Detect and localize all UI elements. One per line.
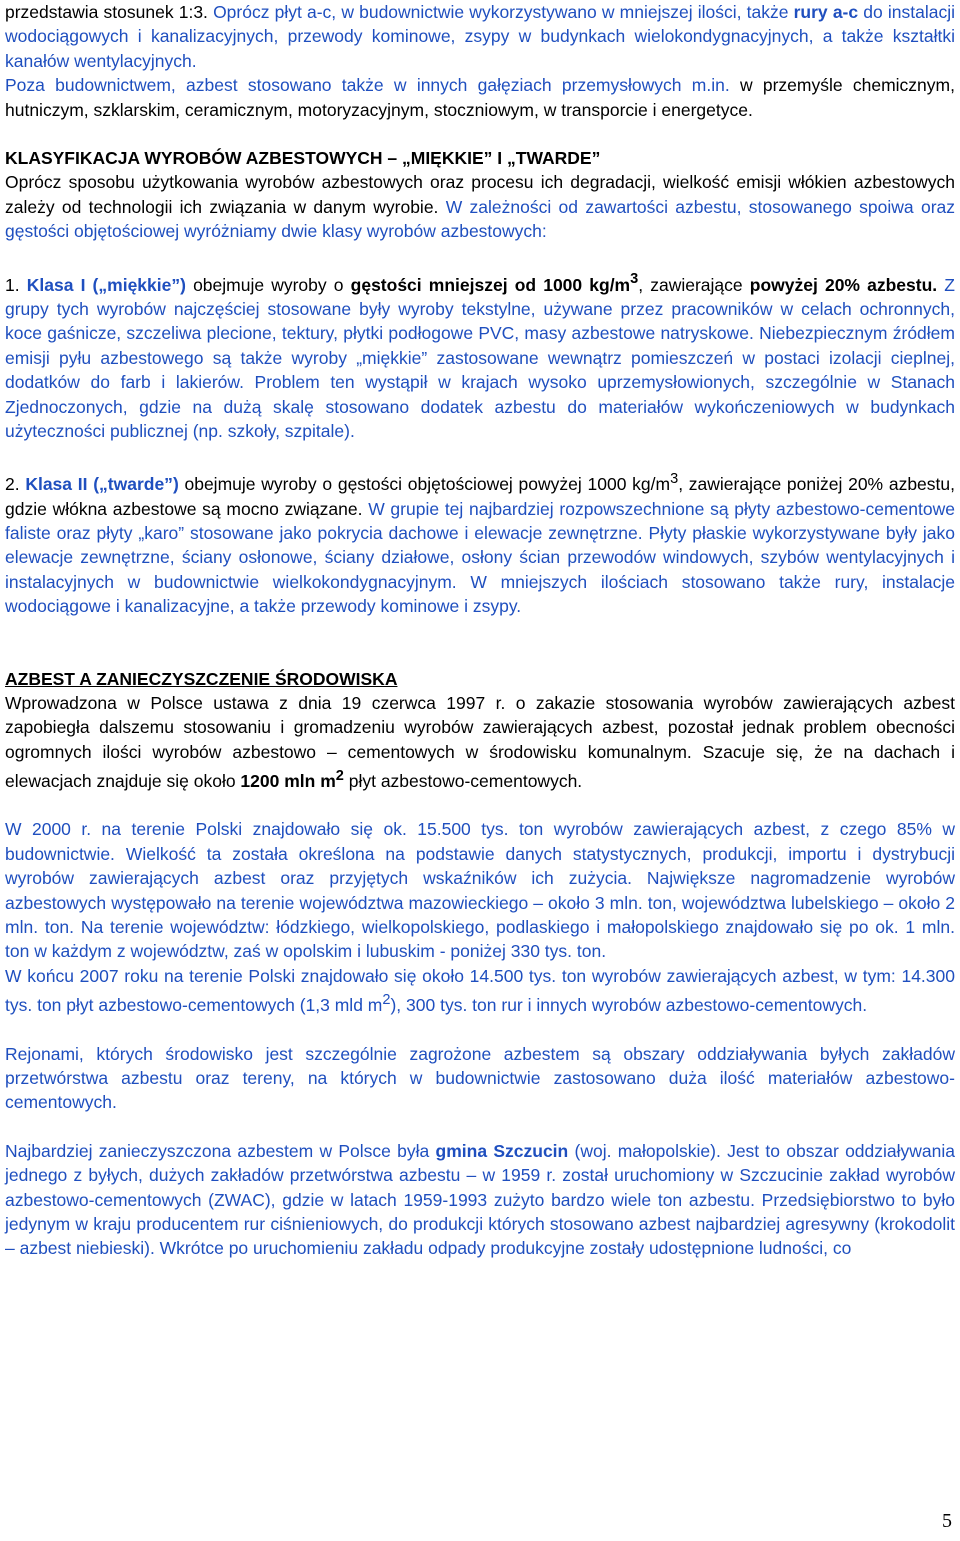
paragraph-year-2000-stats: W 2000 r. na terenie Polski znajdowało się ok. 15.500 tys. ton wyrobów zawierających azbest, z czego 85% w budownictwie. Wielkość ta została określona na podstawie danych statystycznych, produkcji, importu i dystrybucji wyrobów zawierających azbest oraz przyjętych wskaźników ich zużycia. Największe nagromadzenie wyrobów azbestowych występowało na terenie województwa mazowieckiego – około 3 mln. ton, województwa lubelskiego – około 2 mln. ton. Na terenie województw: łódzkiego, wielkopolskiego, podlaskiego i małopolskiego znajdowało się po ok. 1 mln. ton w każdym z województw, zaś w opolskim i lubuskim - poniżej 330 tys. ton. bbox=[5, 819, 955, 962]
paragraph-classification-intro: Oprócz sposobu użytkowania wyrobów azbestowych oraz procesu ich degradacji, wielkość emisji włókien azbestowych zależy od technologii ich związania w danym wyrobie. W zależności od zawartości azbestu, stosowanego spoiwa oraz gęstości objętościowej wyróżniamy dwie klasy wyrobów azbestowych: bbox=[5, 172, 955, 242]
section-heading-classification: KLASYFIKACJA WYROBÓW AZBESTOWYCH – „MIĘKKIE” I „TWARDE” bbox=[5, 148, 601, 169]
paragraph-class-2: 2. Klasa II („twarde”) obejmuje wyroby o gęstości objętościowej powyżej 1000 $kg/m^3$, zawierające poniżej 20% azbestu, gdzie włókna azbestowe są mocno związane. W grupie tej najbardziej rozpowszechnione są płyty azbestowo-cementowe faliste oraz płyty „karo” stosowane jako pokrycia dachowe i elewacje zewnętrzne. Płyty płaskie wykorzystywane były jako elewacje zewnętrzne, ściany osłonowe, ściany działowe, osłony ścian przewodów windowych, szybów wentylacyjnych i instalacyjnych w budownictwie wielkokondygnacyjnym. W mniejszych ilościach stosowano także rury, instalacje wodociągowe i kanalizacyjne, a także przewody kominowe i zsypy. bbox=[5, 471, 955, 617]
paragraph-class-1: 1. Klasa I („miękkie”) obejmuje wyroby o gęstości mniejszej od 1000 $kg/m^3$, zawierające powyżej 20% azbestu. Z grupy tych wyrobów najczęściej stosowane były wyroby tekstylne, używane przez pracowników w celach ochronnych, koce gaśnicze, szczeliwa plecione, tektury, płytki podłogowe PVC, masy azbestowe natryskowe. Niebezpiecznym źródłem emisji pyłu azbestowego są także wyroby „miękkie” zastosowane wewnątrz pomieszczeń w postaci izolacji cieplnej, dodatków do farb i lakierów. Problem ten wystąpił w krajach wysoko uprzemysłowionych, szczególnie w Stanach Zjednoczonych, gdzie na dużą skalę stosowano dodatek azbestu do materiałów wykończeniowych w budynkach użyteczności publicznej (np. szkoły, szpitale). bbox=[5, 271, 955, 441]
section-heading-environment: AZBEST A ZANIECZYSZCZENIE ŚRODOWISKA bbox=[5, 668, 398, 689]
paragraph-other-industries: Poza budownictwem, azbest stosowano także w innych gałęziach przemysłowych m.in. w przemyśle chemicznym, hutniczym, szklarskim, ceramicznym, motoryzacyjnym, stoczniowym, w transporcie i energetyce. bbox=[5, 75, 955, 120]
paragraph-asbestos-ban-law: Wprowadzona w Polsce ustawa z dnia 19 czerwca 1997 r. o zakazie stosowania wyrobów zawierających azbest zapobiegła dalszemu stosowaniu i gromadzeniu wyrobów zawierających azbest, pozostał jednak problem obecności ogromnych ilości wyrobów azbestowo – cementowych w środowisku komunalnym. Szacuje się, że na dachach i elewacjach znajduje się około 1200 mln $m^2$ płyt azbestowo-cementowych. bbox=[5, 693, 955, 792]
paragraph-threatened-regions: Rejonami, których środowisko jest szczególnie zagrożone azbestem są obszary oddziaływania byłych zakładów przetwórstwa azbestu oraz tereny, na których w budownictwie zastosowano duża ilość materiałów azbestowo-cementowych. bbox=[5, 1043, 955, 1113]
paragraph-year-2007-stats: W końcu 2007 roku na terenie Polski znajdowało się około 14.500 tys. ton wyrobów zawierających azbest, w tym: 14.300 tys. ton płyt azbestowo-cementowych (1,3 mld $m^2$), 300 tys. ton rur i innych wyrobów azbestowo-cementowych. bbox=[5, 965, 955, 1016]
page-number: 5 bbox=[942, 1510, 952, 1532]
paragraph-szczucin: Najbardziej zanieczyszczona azbestem w Polsce była gmina Szczucin (woj. małopolskie). Jest to obszar oddziaływania jednego z byłych, dużych zakładów przetwórstwa azbestu – w 1959 r. został uruchomiony w Szczucinie zakład wyrobów azbestowo-cementowych (ZWAC), gdzie w latach 1959-1993 zużyto bardzo wiele ton azbestu. Przedsiębiorstwo to było jedynym w kraju producentem rur ciśnieniowych, do produkcji których stosowano azbest najbardziej agresywny (krokodolit – azbest niebieski). Wkrótce po uruchomieniu zakładu odpady produkcyjne zostały udostępnione ludności, co bbox=[5, 1140, 955, 1259]
paragraph-plates-pipes: przedstawia stosunek 1:3. Oprócz płyt a-c, w budownictwie wykorzystywano w mniejszej ilości, także rury a-c do instalacji wodociągowych i kanalizacyjnych, przewody kominowe, zsypy w budynkach wielokondygnacyjnych, a także kształtki kanałów wentylacyjnych. bbox=[5, 2, 955, 71]
